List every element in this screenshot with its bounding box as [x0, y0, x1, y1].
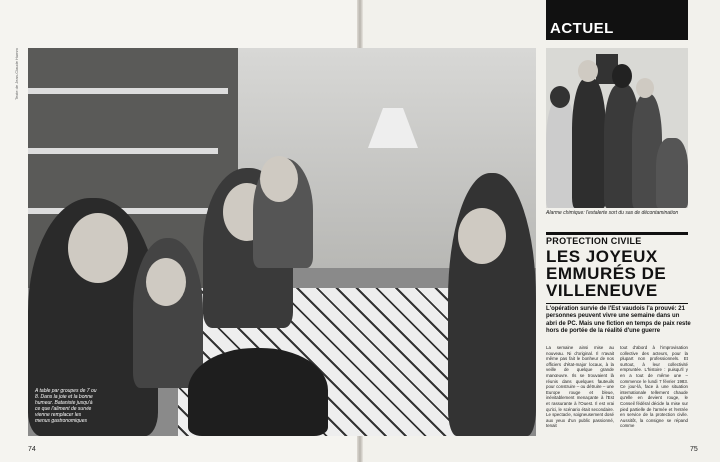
secondary-photo-caption: Alarme chimique: l'extalerte sort du sas de décontamination [546, 210, 679, 216]
secondary-photo [546, 48, 688, 208]
main-photo [28, 48, 536, 436]
lead-paragraph: L'opération survie de l'Est vaudois l'a prouvé: 21 personnes peuvent vivre une semaine dans un abri de PC. Mais une fiction en temps de paix reste hors de portée de la réalité d'une guerre [546, 306, 691, 334]
headline: LES JOYEUX EMMURÉS DE VILLENEUVE [546, 247, 667, 300]
section-banner [546, 0, 688, 40]
body-column-2: tout d'abord à l'improvisation collective des acteurs, pour la plupart non professionnels. Et surtout, à leur collectivité empruntée. L'histoire : puisqu'il y en a tout de même une – commence le lundi 7 février 1983. Ce jour-là, face à une situation internationale tellement chaude qu'elle en devient rouge, le Conseil fédéral décide la mise sur pied partielle de l'armée et l'entrée en service de la protection civile. Aussitôt, la consigne se répand comme [620, 345, 688, 429]
body-column-1: La semaine ainsi mise au nouveau. Ni d'original. Il n'avait même pas fait le bonheur de nos officiers d'état-major locaux, à la veille de quelque grande manœuvre. Ils se trouvaient là réunis dans quelques fauteuils pour construire – ou détruire – une Europe rouge et bleue, inévitablement menaçante à l'Est et rassurante à l'Ouest. Il est vrai qu'ici, le scénario était secondaire. Le spectacle, soigneusement dosé aux yeux d'un public passionné, tenait [546, 345, 614, 429]
side-credit: Texte de Jean-Claude Humm [14, 48, 19, 100]
section-label: ACTUEL [550, 20, 614, 37]
kicker: PROTECTION CIVILE [546, 236, 642, 246]
lead-rule [546, 303, 688, 304]
headline-rule [546, 232, 688, 235]
page-number-left: 74 [28, 446, 36, 453]
main-photo-caption: A table par groupes de 7 ou 8. Dans la joie et la bonne humeur. Bataniste jusqu'à ce que l'aliment de survie vienne remplacer les menus gastronomiques [35, 388, 97, 424]
page-number-right: 75 [690, 446, 698, 453]
